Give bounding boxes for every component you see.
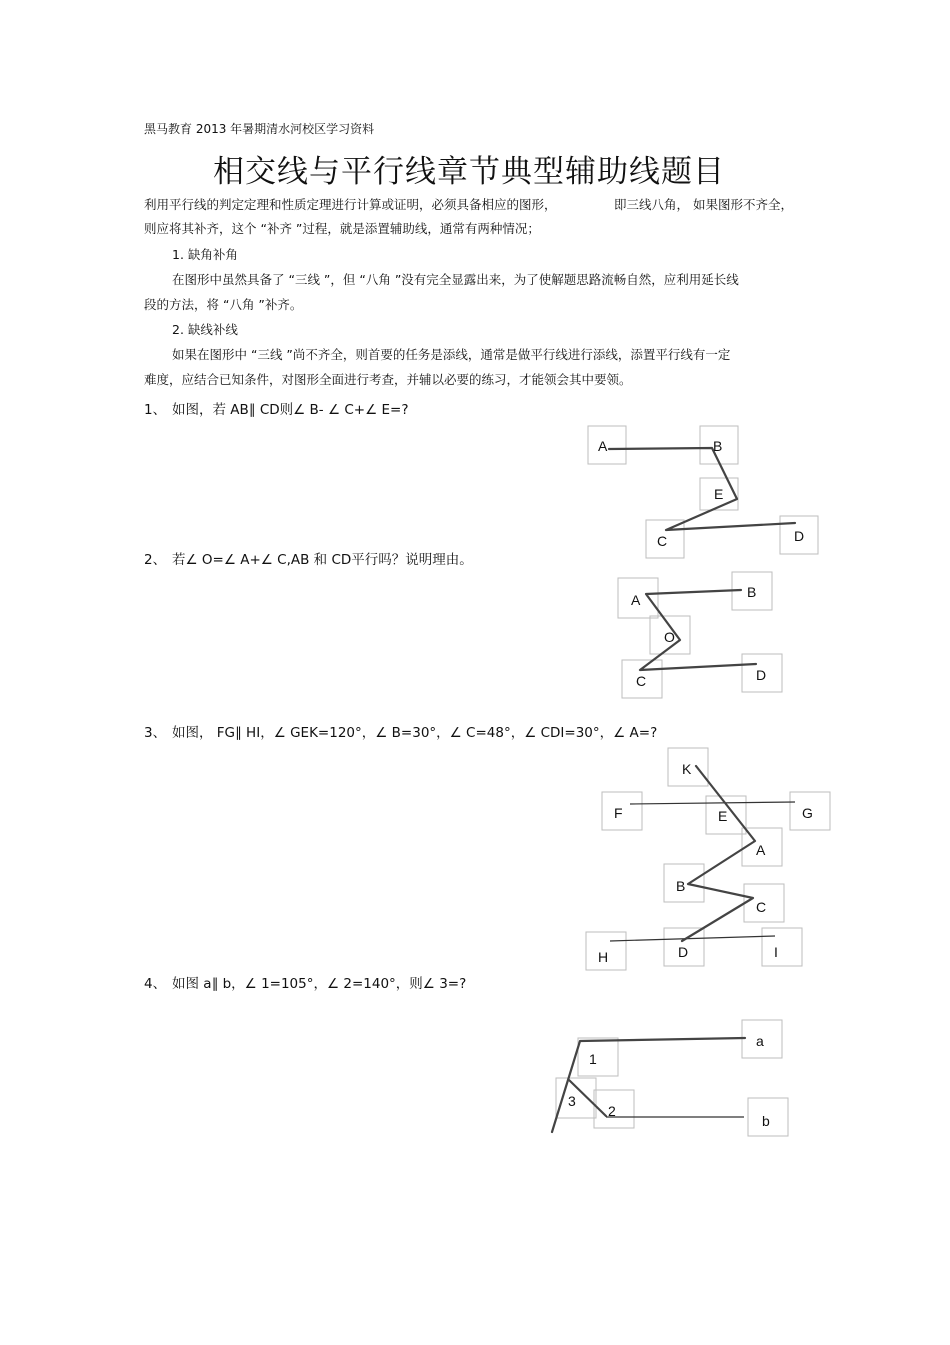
fig4-label-2: 2: [608, 1103, 616, 1119]
section2-line-1: 如果在图形中 “三线 ”尚不齐全，则首要的任务是添线，通常是做平行线进行添线，添置平行线有一定: [172, 347, 731, 362]
fig1-label-D: D: [794, 528, 805, 544]
fig1-label-E: E: [714, 486, 724, 502]
intro-line-2: 则应将其补齐，这个 “补齐 ”过程，就是添置辅助线，通常有两种情况；: [144, 221, 540, 236]
fig1-label-C: C: [657, 533, 668, 549]
section2-line-2: 难度，应结合已知条件，对图形全面进行考查，并辅以必要的练习，才能领会其中要领。: [144, 372, 632, 387]
fig2-label-B: B: [747, 584, 757, 600]
fig4-label-1: 1: [589, 1051, 597, 1067]
fig3-label-B: B: [676, 878, 686, 894]
page-title: 相交线与平行线章节典型辅助线题目: [213, 154, 725, 190]
fig3-label-D: D: [678, 944, 689, 960]
fig4-label-3: 3: [568, 1093, 576, 1109]
fig4-label-b: b: [762, 1113, 770, 1129]
fig4-label-a: a: [756, 1033, 764, 1049]
question-1-number: 1、: [144, 402, 167, 418]
page-header: 黑马教育 2013 年暑期清水河校区学习资料: [144, 122, 375, 136]
question-3-text: 如图， FG∥ HI，∠ GEK=120°，∠ B=30°，∠ C=48°，∠ CDI=30°，∠ A=?: [172, 725, 658, 741]
fig2-label-O: O: [664, 629, 675, 645]
fig2-label-C: C: [636, 673, 647, 689]
fig3-label-A: A: [756, 842, 766, 858]
question-4-number: 4、: [144, 976, 167, 992]
fig3-label-C: C: [756, 899, 767, 915]
fig3-label-F: F: [614, 805, 623, 821]
fig1-label-A: A: [598, 438, 608, 454]
question-1-text: 如图，若 AB∥ CD则∠ B- ∠ C+∠ E=?: [172, 402, 409, 418]
fig3-label-G: G: [802, 805, 813, 821]
question-2-text: 若∠ O=∠ A+∠ C,AB 和 CD平行吗？说明理由。: [172, 552, 473, 568]
section2-heading: 2. 缺线补线: [172, 322, 238, 337]
intro-line-1b: 即三线八角， 如果图形不齐全，: [614, 197, 793, 212]
fig2-label-A: A: [631, 592, 641, 608]
section1-line-2: 段的方法，将 “八角 ”补齐。: [144, 297, 303, 312]
fig2-label-D: D: [756, 667, 767, 683]
section1-line-1: 在图形中虽然具备了 “三线 ”，但 “八角 ”没有完全显露出来，为了使解题思路流畅自然，应利用延长线: [172, 272, 739, 287]
intro-line-1a: 利用平行线的判定定理和性质定理进行计算或证明，必须具备相应的图形，: [144, 197, 557, 212]
fig3-label-H: H: [598, 949, 609, 965]
fig3-label-K: K: [682, 761, 692, 777]
fig3-label-E: E: [718, 808, 728, 824]
fig1-label-B: B: [713, 438, 723, 454]
question-2-number: 2、: [144, 552, 167, 568]
fig3-label-I: I: [774, 944, 778, 960]
section1-heading: 1. 缺角补角: [172, 247, 238, 262]
question-3-number: 3、: [144, 725, 167, 741]
question-4-text: 如图 a∥ b，∠ 1=105°，∠ 2=140°，则∠ 3=?: [172, 976, 467, 992]
